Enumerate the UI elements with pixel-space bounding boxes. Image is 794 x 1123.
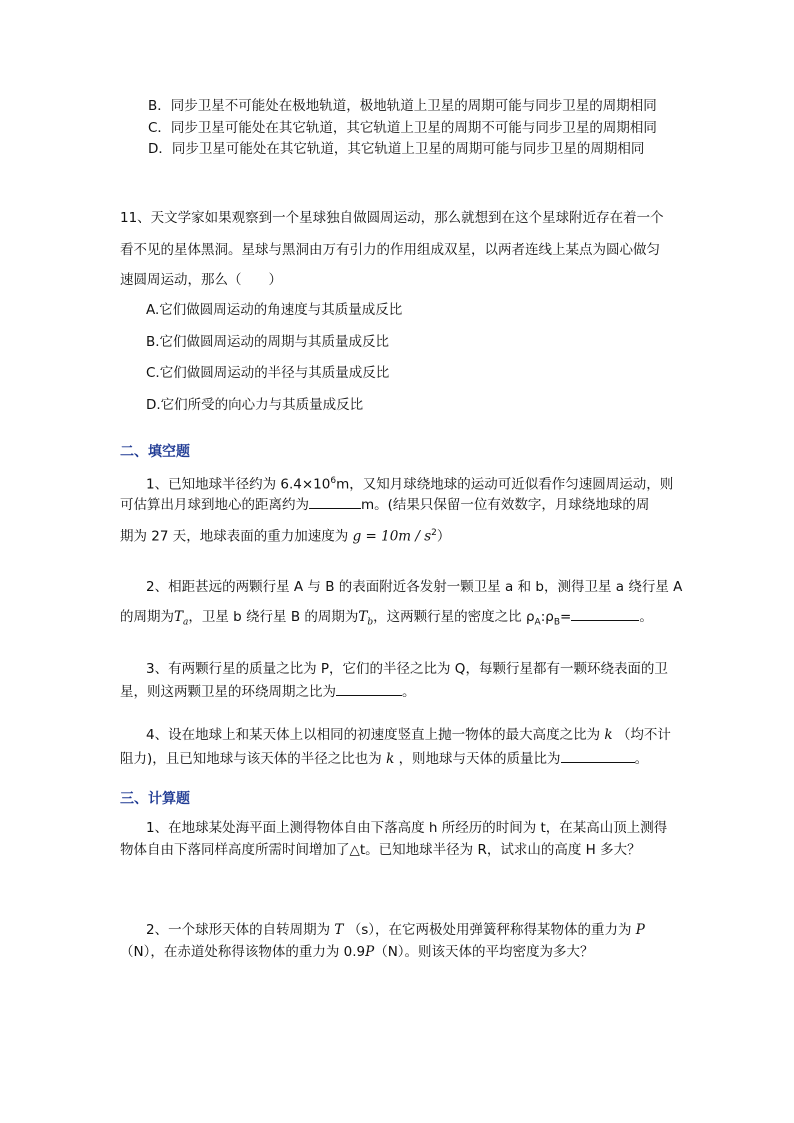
weight-p: P: [365, 944, 375, 960]
fill1-text: m。(结果只保留一位有效数字，月球绕地球的周: [361, 497, 650, 513]
fill3-text: 。: [402, 684, 416, 700]
weight-p: P: [635, 922, 645, 938]
fill3-line1: 3、有两颗行星的质量之比为 P，它们的半径之比为 Q，每颗行星都有一颗环绕表面的卫: [146, 661, 668, 677]
fill2-text: 的周期为: [120, 609, 174, 625]
fill2-text: ，这两颗行星的密度之比 ρ: [373, 609, 535, 625]
fill4-line2: [120, 748, 648, 769]
fill4-text: ，则地球与天体的质量比为: [398, 751, 561, 767]
calc2-line2: [120, 942, 594, 962]
fill2-text: :ρ: [540, 609, 554, 625]
period-ta-sub: a: [183, 617, 189, 628]
fill4-text: 。: [634, 751, 649, 767]
fill1-line2: [120, 494, 649, 515]
answer-blank[interactable]: [336, 681, 402, 696]
calc2-line1: [146, 920, 645, 940]
formula-exp: 2: [431, 528, 437, 538]
fill4-line1: [146, 725, 671, 745]
fill1-line1: [146, 471, 673, 495]
section3-title: 三、计算题: [120, 791, 190, 807]
calc2-text: （s），在它两极处用弹簧秤称得某物体的重力为: [347, 922, 632, 938]
option-c: C．同步卫星可能处在其它轨道，其它轨道上卫星的周期不可能与同步卫星的周期相同: [148, 120, 657, 136]
fill2-line2: [120, 606, 653, 633]
answer-blank[interactable]: [561, 748, 635, 763]
option-b: B．同步卫星不可能处在极地轨道，极地轨道上卫星的周期可能与同步卫星的周期相同: [148, 98, 657, 114]
fill3-line2: [120, 681, 416, 702]
fill4-text: 4、设在地球上和某天体上以相同的初速度竖直上抛一物体的最大高度之比为: [146, 727, 601, 743]
period-t: T: [334, 922, 344, 938]
q11-option-c: C.它们做圆周运动的半径与其质量成反比: [146, 365, 390, 381]
fill1-exp: 6: [330, 476, 337, 486]
period-ta: T: [174, 609, 184, 625]
fill2-line1: 2、相距甚远的两颗行星 A 与 B 的表面附近各发射一颗卫星 a 和 b，测得卫星 a 绕行星 A: [146, 579, 683, 595]
fill2-text: ，卫星 b 绕行星 B 的周期为: [188, 609, 359, 625]
calc2-text: （N）。则该天体的平均密度为多大？: [374, 944, 594, 960]
q11-line2: 看不见的星体黑洞。星球与黑洞由万有引力的作用组成双星，以两者连线上某点为圆心做匀: [120, 242, 660, 258]
q11-option-a: A.它们做圆周运动的角速度与其质量成反比: [146, 302, 403, 318]
fill3-text: 星，则这两颗卫星的环绕周期之比为: [120, 684, 336, 700]
q11-line1: 11、天文学家如果观察到一个星球独自做圆周运动，那么就想到在这个星球附近存在着一个: [120, 210, 664, 226]
q11-option-d: D.它们所受的向心力与其质量成反比: [146, 397, 364, 413]
fill1-text: m，又知月球绕地球的运动可近似看作匀速圆周运动，则: [336, 476, 674, 493]
fill2-text: 。: [639, 609, 653, 625]
period-tb: T: [358, 609, 368, 625]
gravity-formula: g = 10m / s: [352, 528, 432, 545]
q11-line3: 速圆周运动，那么（ ）: [120, 272, 282, 288]
ratio-k: k: [604, 727, 613, 743]
calc1-line2: 物体自由下落同样高度所需时间增加了△t。已知地球半径为 R，试求山的高度 H 多大？: [120, 842, 641, 858]
rho-b-sub: B: [553, 617, 561, 628]
calc1-line1: 1、在地球某处海平面上测得物体自由下落高度 h 所经历的时间为 t，在某高山顶上测得: [146, 820, 668, 836]
fill1-text: ）: [436, 528, 451, 545]
option-d: D．同步卫星可能处在其它轨道，其它轨道上卫星的周期可能与同步卫星的周期相同: [148, 141, 645, 157]
calc2-text: （N），在赤道处称得该物体的重力为 0.9: [120, 944, 366, 960]
fill1-text: 可估算出月球到地心的距离约为: [120, 497, 309, 513]
period-tb-sub: b: [367, 617, 374, 628]
section2-title: 二、填空题: [120, 444, 190, 460]
fill2-text: =: [560, 609, 572, 625]
rho-a-sub: A: [534, 617, 541, 628]
fill1-line3: [120, 523, 450, 547]
answer-blank[interactable]: [309, 494, 361, 509]
fill4-text: 阻力)，且已知地球与该天体的半径之比也为: [120, 751, 382, 767]
q11-option-b: B.它们做圆周运动的周期与其质量成反比: [146, 334, 390, 350]
answer-blank[interactable]: [571, 606, 639, 621]
ratio-k: k: [386, 751, 395, 767]
fill1-text: 期为 27 天，地球表面的重力加速度为: [120, 528, 349, 545]
fill4-text: （均不计: [616, 727, 671, 743]
calc2-text: 2、一个球形天体的自转周期为: [146, 922, 331, 938]
fill1-text: 1、已知地球半径约为 6.4×10: [146, 476, 331, 493]
